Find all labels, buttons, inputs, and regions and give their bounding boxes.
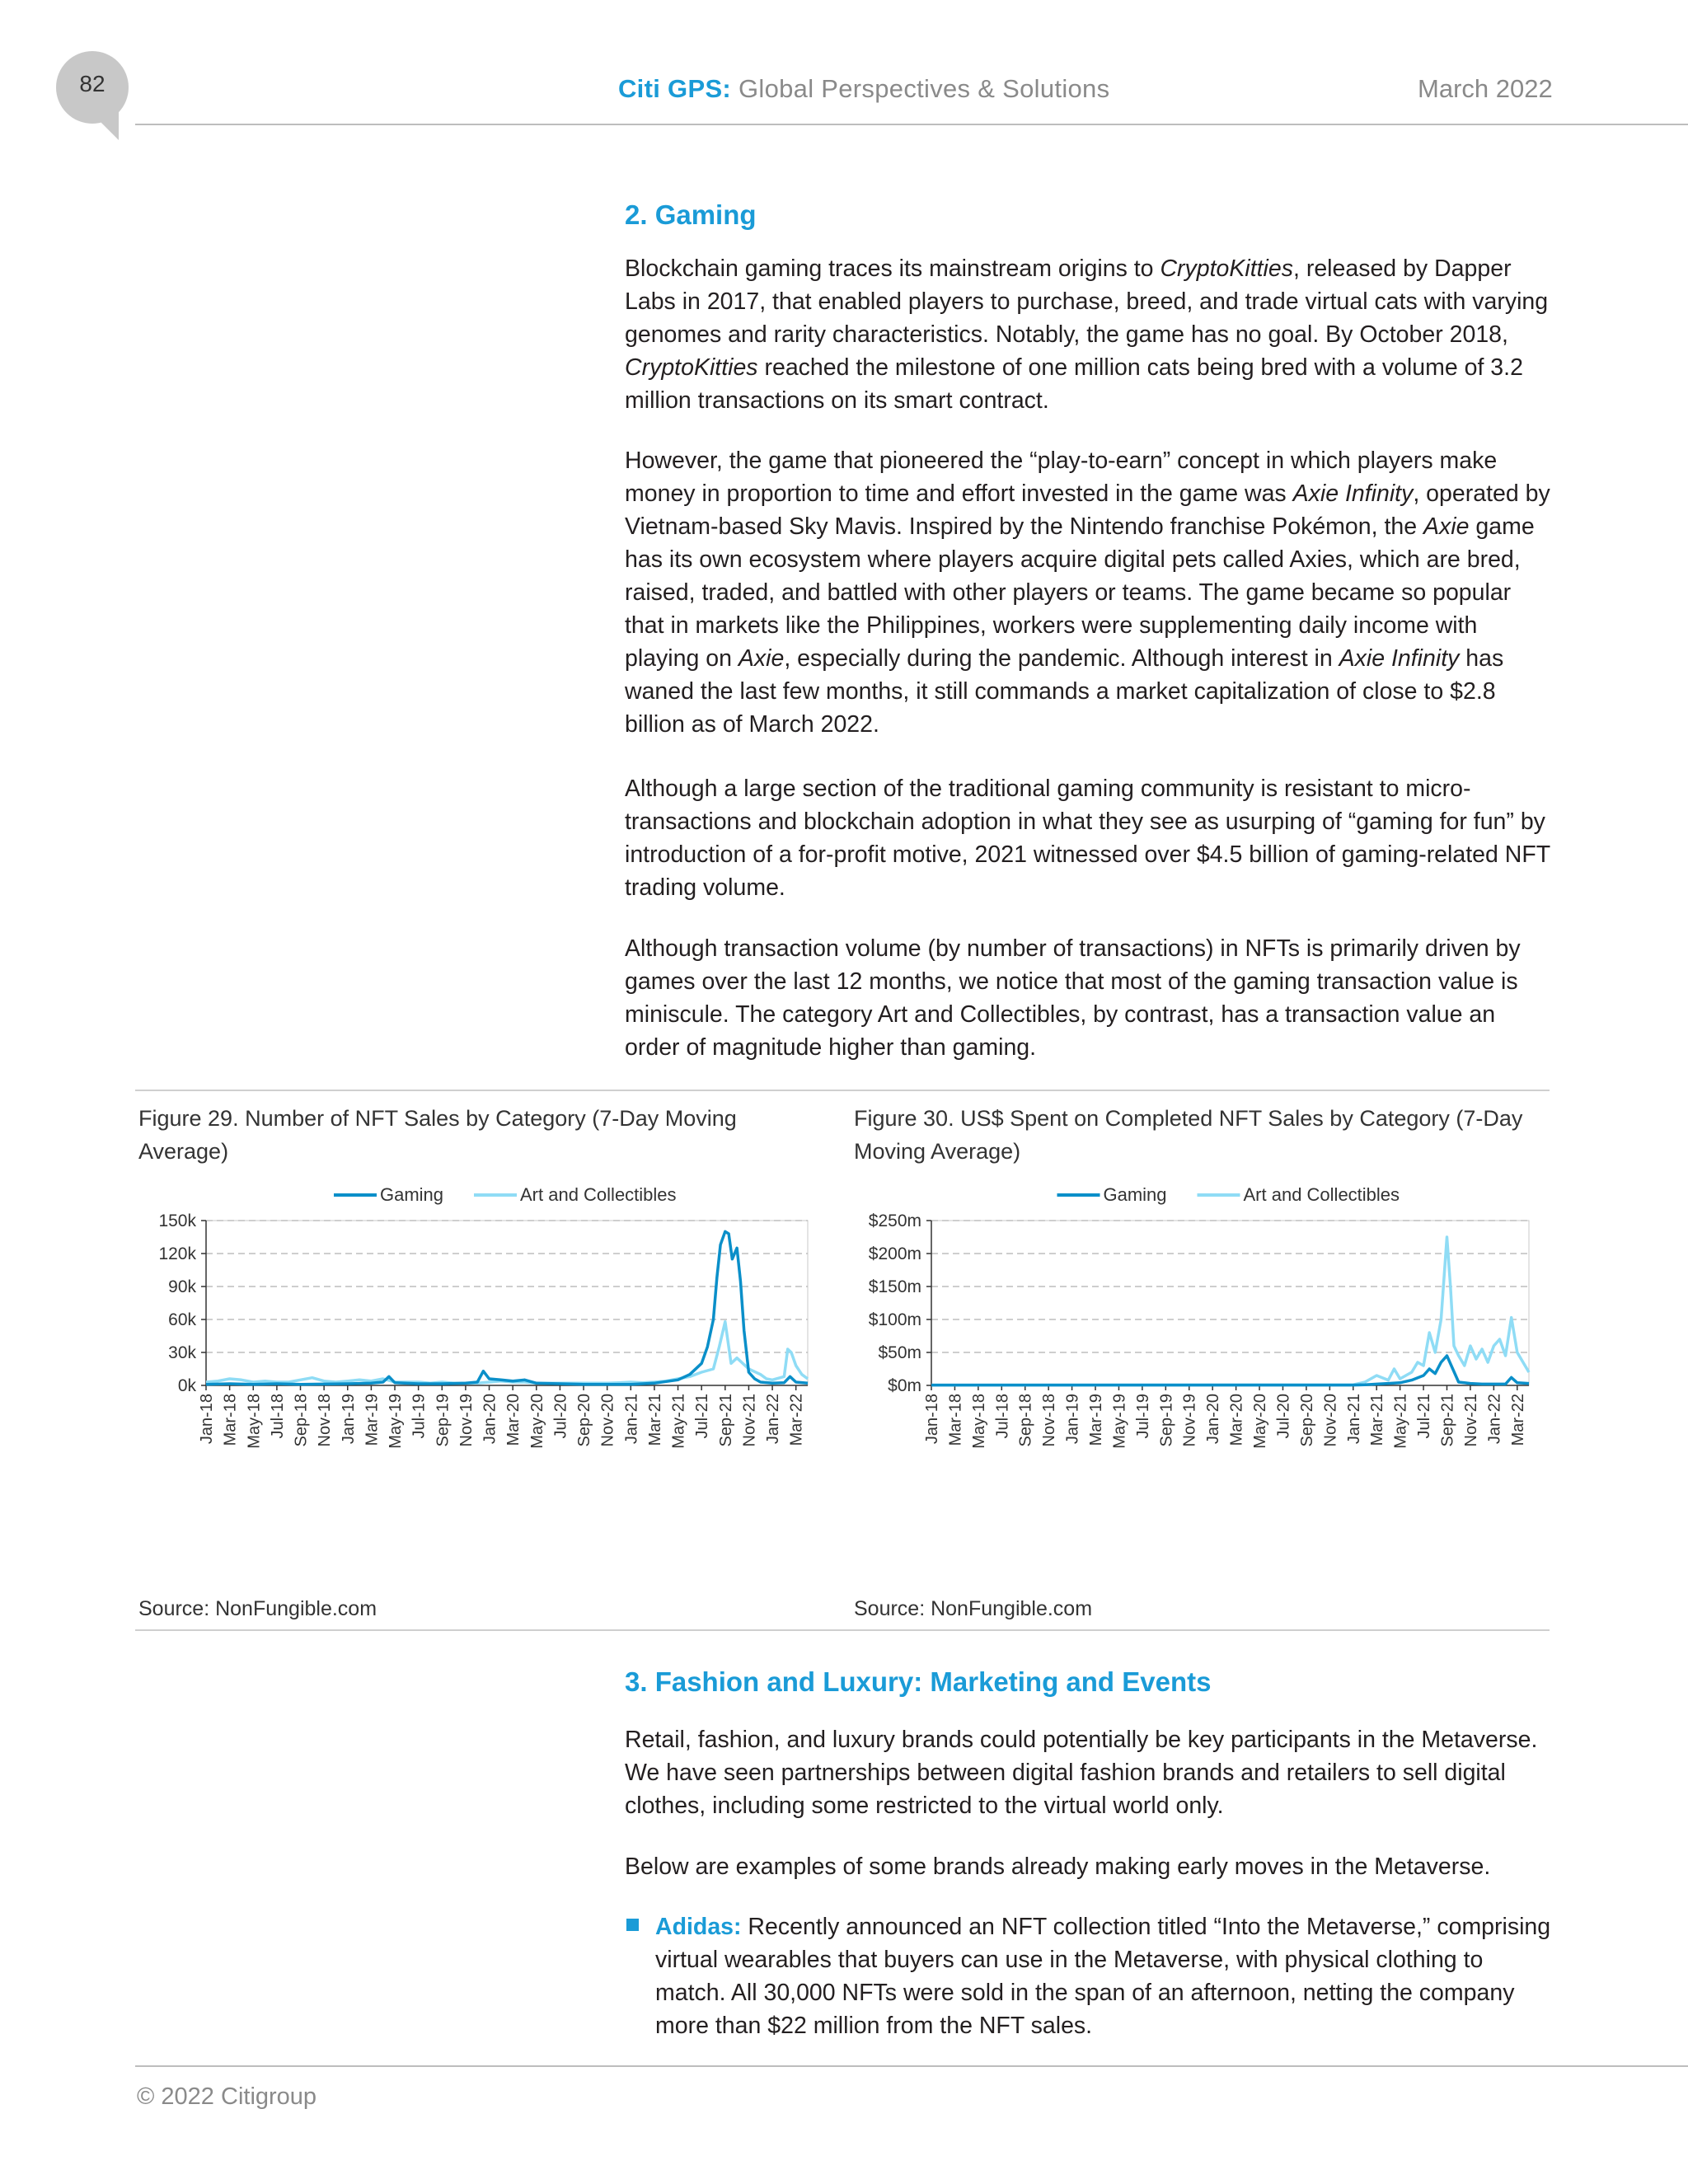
x-tick-label: Sep-19 [1157, 1394, 1176, 1447]
x-tick-label: Sep-19 [434, 1394, 452, 1447]
paragraph-fashion-2: Below are examples of some brands already making early moves in the Metaverse. [625, 1854, 1491, 1880]
figure-29-source: Source: NonFungible.com [138, 1597, 377, 1620]
x-tick-label: Sep-21 [1438, 1394, 1457, 1447]
x-tick-label: Mar-22 [1508, 1394, 1527, 1446]
plot-area [931, 1221, 1529, 1385]
x-tick-label: Mar-20 [504, 1394, 523, 1446]
x-tick-label: Sep-18 [292, 1394, 311, 1447]
x-tick-label: Mar-22 [787, 1394, 806, 1446]
figure-30-title-line-1: Figure 30. US$ Spent on Completed NFT Sales by Category (7-Day [854, 1106, 1523, 1131]
x-tick-label: Nov-20 [1321, 1394, 1340, 1447]
y-tick-label: $0m [888, 1376, 921, 1395]
x-tick-label: Jan-18 [198, 1394, 216, 1445]
x-tick-label: Jul-20 [551, 1394, 570, 1439]
header-subtitle: Global Perspectives & Solutions [738, 74, 1110, 103]
x-tick-label: Jul-21 [693, 1394, 712, 1439]
x-tick-label: Jan-19 [1063, 1394, 1082, 1445]
section-heading-gaming: 2. Gaming [625, 199, 757, 230]
paragraph-gaming-2: However, the game that pioneered the “play-to-earn” concept in which players make money in proportion to time and effort invested in the game was Axie Infinity, operated by Vietnam-based Sky Mavis. Inspired by the Nintendo franchise Pokémon, the Axie game has its own ecosystem where players acquire digital pets called Axies, which are bred, raised, traded, and battled with other players or teams. The game became so popular that in markets like the Philippines, workers were supplementing daily income with playing on Axie, especially during the pandemic. Although interest in Axie Infinity has waned the last few months, it still commands a market capitalization of close to $2.8 billion as of March 2022. [625, 448, 1550, 738]
figure-30-title [854, 1102, 1554, 1168]
y-tick-label: $250m [868, 1212, 921, 1230]
x-tick-label: Jan-22 [1485, 1394, 1504, 1445]
x-tick-label: Mar-18 [946, 1394, 965, 1446]
x-tick-label: May-18 [245, 1394, 264, 1449]
y-tick-label: 30k [168, 1343, 196, 1362]
y-tick-label: $50m [878, 1343, 921, 1362]
x-tick-label: May-20 [1251, 1394, 1270, 1449]
x-tick-label: Jul-21 [1415, 1394, 1434, 1439]
x-tick-label: Jan-20 [1204, 1394, 1223, 1445]
x-tick-label: Nov-18 [316, 1394, 335, 1447]
paragraph-gaming-4: Although transaction volume (by number of transactions) in NFTs is primarily driven by games over the last 12 months, we notice that most of the gaming transaction value is miniscule. The category Art and Collectibles, by contrast, has a transaction value an order of magnitude higher than gaming. [625, 935, 1521, 1061]
y-tick-label: 90k [168, 1277, 196, 1296]
y-tick-label: $200m [868, 1244, 921, 1263]
y-tick-label: $100m [868, 1310, 921, 1329]
x-tick-label: Sep-21 [716, 1394, 735, 1447]
x-tick-label: Nov-21 [1461, 1394, 1480, 1447]
x-tick-label: Mar-18 [221, 1394, 240, 1446]
figure-30-title-line-2: Moving Average) [854, 1139, 1021, 1164]
x-tick-label: May-18 [969, 1394, 988, 1449]
x-tick-label: Jan-22 [764, 1394, 783, 1445]
page-badge-tail [89, 110, 119, 140]
figure-30-chart [841, 1183, 1550, 1596]
legend-label: Gaming [380, 1184, 444, 1205]
legend-label: Art and Collectibles [520, 1184, 677, 1205]
x-tick-label: Mar-21 [645, 1394, 664, 1446]
x-tick-label: Jul-19 [1133, 1394, 1152, 1439]
bullet-adidas-lead: Adidas: [655, 1914, 742, 1940]
x-tick-label: Jul-18 [268, 1394, 287, 1439]
figure-29-title: Figure 29. Number of NFT Sales by Category (7-Day Moving Average) [138, 1106, 737, 1164]
x-tick-label: May-19 [1110, 1394, 1129, 1449]
header-brand: Citi GPS: [618, 74, 732, 103]
x-tick-label: Jan-19 [339, 1394, 358, 1445]
paragraph-gaming-1: Blockchain gaming traces its mainstream origins to CryptoKitties, released by Dapper Labs in 2017, that enabled players to purchase, breed, and trade virtual cats with varying genomes and rarity characteristics. Notably, the game has no goal. By October 2018, CryptoKitties reached the milestone of one million cats being bred with a volume of 3.2 million transactions on its smart contract. [625, 255, 1549, 414]
x-tick-label: Sep-20 [575, 1394, 594, 1447]
x-tick-label: Jan-20 [481, 1394, 499, 1445]
x-tick-label: Sep-20 [1297, 1394, 1316, 1447]
page-number: 82 [79, 71, 106, 96]
x-tick-label: May-19 [387, 1394, 406, 1449]
x-tick-label: Nov-21 [740, 1394, 759, 1447]
figure-29-chart [132, 1183, 824, 1596]
header-title [618, 74, 1109, 104]
x-tick-label: May-21 [669, 1394, 688, 1449]
paragraph-fashion-1: Retail, fashion, and luxury brands could potentially be key participants in the Metaverse. We have seen partnerships between digital fashion brands and retailers to sell digital clothes, including some restricted to the virtual world only. [625, 1727, 1538, 1819]
header-divider [135, 124, 1688, 125]
bullet-adidas-text: Recently announced an NFT collection titled “Into the Metaverse,” comprising virtual wearables that buyers can use in the Metaverse, with physical clothing to match. All 30,000 NFTs were sold in the span of an afternoon, netting the company more than $22 million from the NFT sales. [655, 1914, 1551, 2039]
y-tick-label: 0k [177, 1376, 196, 1395]
x-tick-label: Jul-19 [410, 1394, 429, 1439]
bullet-square-icon [626, 1919, 639, 1931]
x-tick-label: Jan-21 [622, 1394, 641, 1445]
x-tick-label: Mar-19 [363, 1394, 382, 1446]
header-date: March 2022 [1418, 74, 1553, 103]
x-tick-label: Jul-20 [1274, 1394, 1293, 1439]
y-tick-label: 120k [158, 1244, 196, 1263]
x-tick-label: Nov-19 [457, 1394, 476, 1447]
x-tick-label: Jan-18 [923, 1394, 941, 1445]
footer-copyright: © 2022 Citigroup [137, 2083, 317, 2110]
x-tick-label: Nov-19 [1180, 1394, 1199, 1447]
x-tick-label: Mar-21 [1368, 1394, 1387, 1446]
x-tick-label: Nov-20 [598, 1394, 617, 1447]
x-tick-label: May-21 [1391, 1394, 1410, 1449]
figure-top-divider [135, 1090, 1550, 1091]
paragraph-gaming-3: Although a large section of the traditional gaming community is resistant to micro-transactions and blockchain adoption in what they see as usurping of “gaming for fun” by introduction of a for-profit motive, 2021 witnessed over $4.5 billion of gaming-related NFT trading volume. [625, 776, 1550, 901]
x-tick-label: Jul-18 [993, 1394, 1012, 1439]
x-tick-label: Sep-18 [1016, 1394, 1035, 1447]
footer-divider [135, 2065, 1688, 2067]
x-tick-label: Mar-20 [1227, 1394, 1246, 1446]
legend-label: Art and Collectibles [1243, 1184, 1400, 1205]
y-tick-label: 60k [168, 1310, 196, 1329]
x-tick-label: May-20 [528, 1394, 546, 1449]
plot-area [206, 1221, 808, 1385]
figure-bottom-divider [135, 1629, 1550, 1631]
y-tick-label: 150k [158, 1212, 196, 1230]
x-tick-label: Nov-18 [1040, 1394, 1059, 1447]
y-tick-label: $150m [868, 1277, 921, 1296]
x-tick-label: Jan-21 [1344, 1394, 1363, 1445]
bullet-adidas [655, 1910, 1554, 2042]
section-heading-fashion: 3. Fashion and Luxury: Marketing and Events [625, 1666, 1212, 1697]
x-tick-label: Mar-19 [1087, 1394, 1106, 1446]
legend-label: Gaming [1103, 1184, 1167, 1205]
figure-30-source: Source: NonFungible.com [854, 1597, 1093, 1620]
